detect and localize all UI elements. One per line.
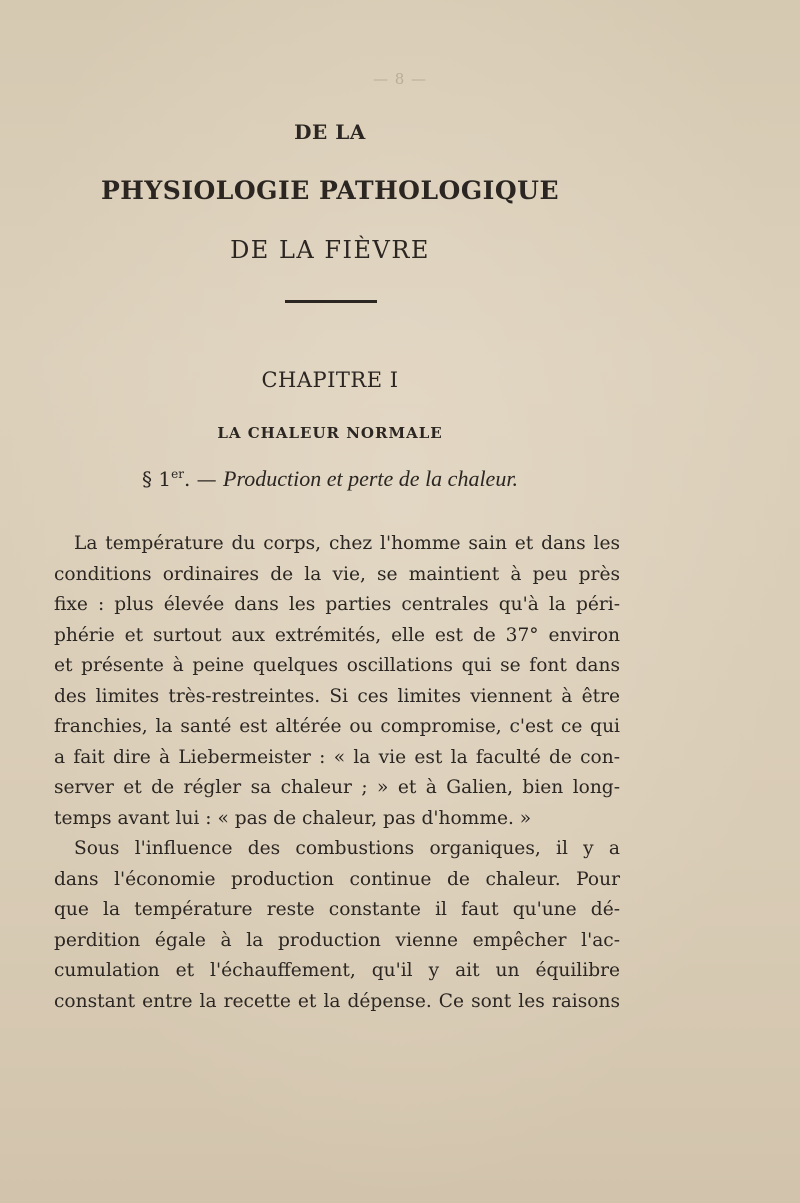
paragraph-line: a fait dire à Liebermeister : « la vie est la faculté de con- bbox=[54, 746, 620, 768]
page-number: — 8 — bbox=[372, 70, 428, 88]
subsection-heading bbox=[0, 466, 660, 492]
paragraph-line: temps avant lui : « pas de chaleur, pas d'homme. » bbox=[54, 807, 532, 829]
paragraph-line: dans l'économie production continue de chaleur. Pour bbox=[54, 868, 620, 890]
paragraph-line: et présente à peine quelques oscillations qui se font dans bbox=[54, 655, 620, 676]
paragraph-line: perdition égale à la production vienne empêcher l'ac- bbox=[54, 929, 620, 951]
page-subtitle: DE LA FIÈVRE bbox=[230, 236, 430, 264]
subsection-mark: § 1 bbox=[142, 467, 172, 491]
paragraph-line: fixe : plus élevée dans les parties centrales qu'à la péri- bbox=[54, 594, 620, 615]
chapter-heading: CHAPITRE I bbox=[261, 368, 399, 392]
paragraph-line: conditions ordinaires de la vie, se maintient à peu près bbox=[54, 563, 620, 585]
paragraph-line: franchies, la santé est altérée ou compromise, c'est ce qui bbox=[54, 716, 620, 737]
title-rule bbox=[285, 300, 377, 303]
subsection-title: Production et perte de la chaleur. bbox=[223, 466, 518, 491]
paragraph-line: cumulation et l'échauffement, qu'il y ait un équilibre bbox=[54, 960, 620, 981]
subsection-dash: . — bbox=[183, 467, 224, 491]
section-heading: LA CHALEUR NORMALE bbox=[217, 424, 443, 442]
subsection-sup: er bbox=[171, 467, 184, 481]
paragraph-line: que la température reste constante il faut qu'une dé- bbox=[54, 899, 620, 920]
paragraph-line: La température du corps, chez l'homme sain et dans les bbox=[74, 533, 620, 554]
paragraph-line: phérie et surtout aux extrémités, elle est de 37° environ bbox=[54, 624, 620, 646]
paragraph-line: Sous l'influence des combustions organiques, il y a bbox=[74, 838, 620, 859]
paragraph-line: constant entre la recette et la dépense. Ce sont les raisons bbox=[54, 990, 620, 1012]
page-title: PHYSIOLOGIE PATHOLOGIQUE bbox=[101, 176, 559, 205]
bleed-through-text bbox=[60, 100, 66, 121]
body-text bbox=[54, 529, 620, 1017]
paragraph-line: des limites très-restreintes. Si ces limites viennent à être bbox=[54, 685, 620, 707]
heading-de-la: DE LA bbox=[294, 120, 366, 144]
paragraph-line: server et de régler sa chaleur ; » et à Galien, bien long- bbox=[54, 777, 620, 798]
